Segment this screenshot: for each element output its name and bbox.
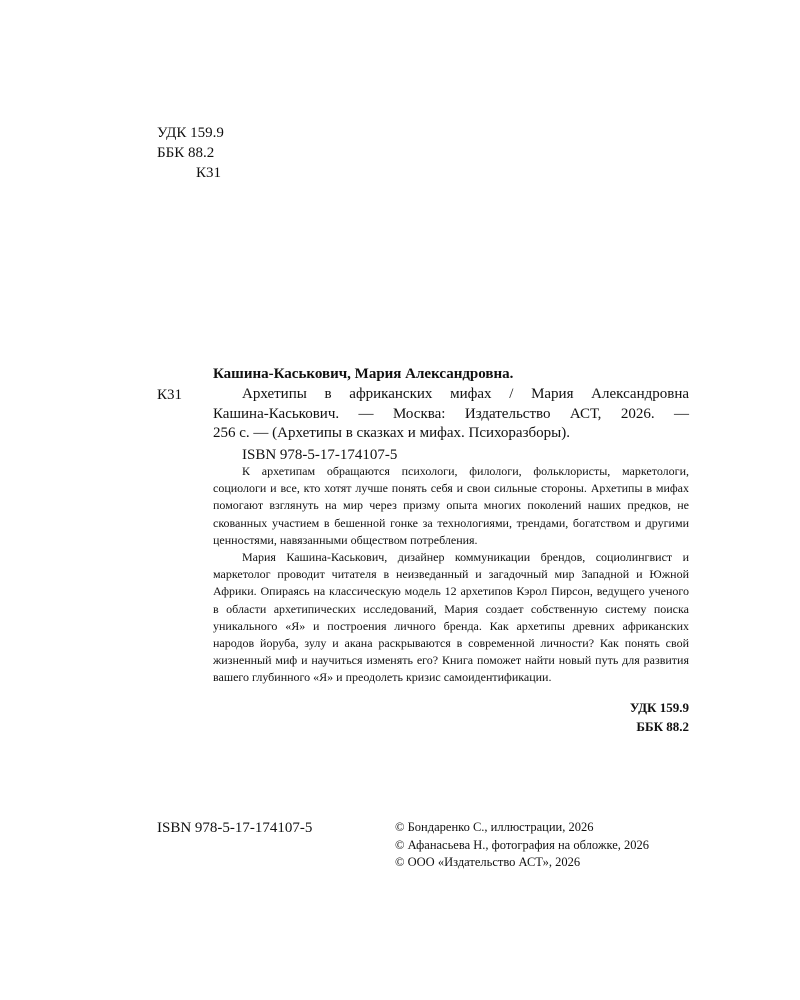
description-line: 256 с. — (Архетипы в сказках и мифах. Психоразборы). xyxy=(213,425,570,441)
classification-codes xyxy=(157,123,224,183)
copyright-line: © Бондаренко С., иллюстрации, 2026 xyxy=(395,820,594,834)
bbk-code: ББК 88.2 xyxy=(157,145,215,161)
copyright-notices xyxy=(395,819,649,872)
bbk-code-bottom: ББК 88.2 xyxy=(636,719,689,734)
annotation-paragraph: К архетипам обращаются психологи, филологи, фольклористы, маркетологи, социологи и все, кто хотят лучше понять себя и свои сильные стороны. Архетипы в мифах помогают взглянуть на мир через призму опыта многих поколений наших предков, не скованных участием в бешенной гонке за технологиями, трендами, богатством и другими ценностями, навязанными обществом потребления. xyxy=(213,464,689,547)
annotation xyxy=(213,463,689,687)
isbn-number xyxy=(213,445,397,465)
description-line: Кашина-Каськович. — Москва: Издательство АСТ, 2026. — xyxy=(213,405,689,422)
copyright-line: © Афанасьева Н., фотография на обложке, 2026 xyxy=(395,837,650,852)
cutter-code-left: К31 xyxy=(157,387,183,403)
description-line: Архетипы в африканских мифах / Мария Александровна xyxy=(242,386,689,402)
annotation-paragraph: Мария Кашина-Каськович, дизайнер коммуникации брендов, социолингвист и маркетолог проводит читателя в неизведанный и загадочный мир Западной и Южной Африки. Опираясь на классическую модель 12 архетипов Кэрол Пирсон, ведущего ученого в области архетипических исследований, Мария создает собственную систему поиска уникального «Я» и построения личного бренда. Как архетипы древних африканских народов йоруба, зулу и акана раскрываются в современной личности? Как понять свой жизненный миф и научиться изменять его? Книга поможет найти новый путь для развития вашего глубинного «Я» и преодолеть кризис самоидентификации. xyxy=(213,550,689,685)
udk-code: УДК 159.9 xyxy=(157,125,224,141)
bibliographic-description xyxy=(213,385,689,444)
isbn-footer: ISBN 978-5-17-174107-5 xyxy=(157,820,313,836)
author-heading: Кашина-Каськович, Мария Александровна. xyxy=(213,366,514,382)
classification-codes-bottom xyxy=(560,698,689,736)
copyright-line: © ООО «Издательство АСТ», 2026 xyxy=(395,855,581,870)
udk-code-bottom: УДК 159.9 xyxy=(629,700,689,715)
cutter-code: К31 xyxy=(196,165,222,181)
isbn-text: ISBN 978-5-17-174107-5 xyxy=(242,447,398,463)
